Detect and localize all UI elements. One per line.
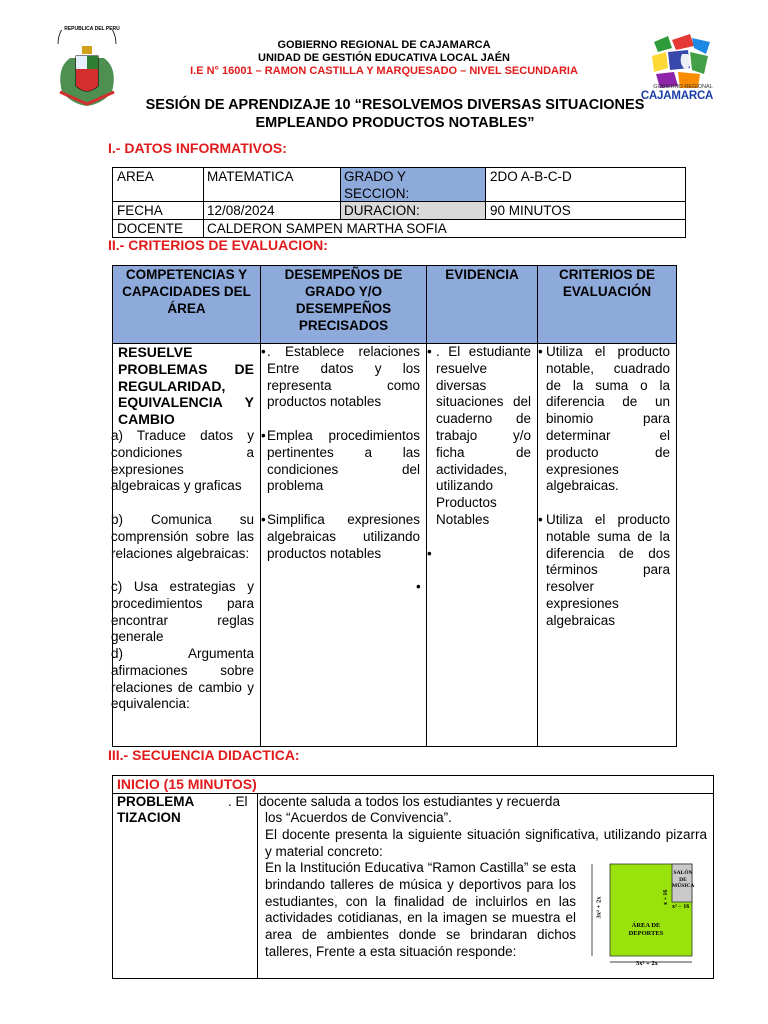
evidencia-text: . El estudiante resuelve diversas situaciones del cuaderno de trabajo y/o ficha de actividades, utilizando Productos Notables bbox=[436, 344, 531, 527]
grado-value: 2DO A-B-C-D bbox=[490, 169, 572, 184]
dim-inner-label: x² − 16 bbox=[672, 904, 690, 910]
desempeno-2-text: Emplea procedimientos pertinentes a las condiciones del problema bbox=[267, 428, 420, 494]
inicio-label: INICIO (15 MINUTOS) bbox=[117, 776, 257, 792]
cajamarca-logo-text-2: CAJAMARCA bbox=[640, 90, 714, 102]
bullet-icon: • bbox=[427, 344, 432, 359]
header-line-1: GOBIERNO REGIONAL DE CAJAMARCA bbox=[277, 39, 491, 51]
criterio-2 bbox=[538, 512, 670, 630]
area-value: MATEMATICA bbox=[207, 169, 294, 184]
header-criterios: CRITERIOS DE EVALUACIÓN bbox=[558, 267, 655, 299]
header-competencias: COMPETENCIAS Y CAPACIDADES DEL ÁREA bbox=[122, 267, 251, 316]
session-title-line-1: SESIÓN DE APRENDIZAJE 10 “RESOLVEMOS DIVERSAS SITUACIONES bbox=[145, 97, 645, 113]
docente-value: CALDERON SAMPEN MARTHA SOFIA bbox=[207, 221, 447, 236]
capacidad-a: a) Traduce datos y condiciones a expresiones algebraicas y graficas bbox=[111, 428, 254, 494]
desempeno-1-text: . Establece relaciones Entre datos y los representa como productos notables bbox=[267, 344, 420, 410]
ambientes-figure bbox=[586, 858, 710, 968]
capacidad-b: b) Comunica su comprensión sobre las relaciones algebraicas: bbox=[111, 512, 254, 561]
duracion-value: 90 MINUTOS bbox=[490, 203, 571, 218]
evidencia bbox=[427, 344, 531, 529]
fecha-label: FECHA bbox=[117, 203, 163, 218]
paragraph-1-line-2: los “Acuerdos de Convivencia”. bbox=[265, 810, 452, 825]
problema-label-2: TIZACION bbox=[117, 810, 181, 825]
bullet-icon: • bbox=[427, 546, 432, 561]
peru-logo-text: REPUBLICA DEL PERU bbox=[64, 26, 120, 32]
bullet-icon: • bbox=[261, 428, 266, 443]
fecha-value: 12/08/2024 bbox=[207, 203, 275, 218]
header-line-2: UNIDAD DE GESTIÓN EDUCATIVA LOCAL JAÉN bbox=[258, 52, 510, 64]
cajamarca-logo bbox=[648, 34, 718, 90]
problema-label-1: PROBLEMA bbox=[117, 794, 195, 809]
bullet-icon: • bbox=[538, 512, 543, 527]
header-desempenos: DESEMPEÑOS DE GRADO Y/O DESEMPEÑOS PRECISADOS bbox=[284, 267, 403, 333]
bullet-icon: • bbox=[261, 344, 266, 359]
desempeno-3-text: Simplifica expresiones algebraicas utilizando productos notables bbox=[267, 512, 420, 561]
section-criterios: II.- CRITERIOS DE EVALUACION: bbox=[108, 237, 328, 253]
section-datos-informativos: I.- DATOS INFORMATIVOS: bbox=[108, 140, 287, 156]
cajamarca-logo-text-1: GOBIERNO REGIONAL bbox=[653, 84, 713, 90]
dim-left-label: 3x² + 2x bbox=[595, 896, 603, 919]
grado-label: GRADO Y SECCION: bbox=[344, 169, 410, 201]
docente-label: DOCENTE bbox=[117, 221, 184, 236]
dim-top-label: x + 16 bbox=[663, 889, 669, 905]
desempeno-1 bbox=[261, 344, 420, 411]
header-line-3: I.E N° 16001 – RAMON CASTILLA Y MARQUESADO – NIVEL SECUNDARIA bbox=[190, 65, 578, 77]
section-secuencia: III.- SECUENCIA DIDACTICA: bbox=[108, 747, 300, 763]
criterio-1-text: Utiliza el producto notable, cuadrado de la suma o la diferencia de un binomio para determinar el producto de expresiones algebraicas. bbox=[546, 344, 670, 494]
bullet-icon: • bbox=[416, 579, 421, 594]
desempeno-3 bbox=[261, 512, 420, 562]
paragraph-2: El docente presenta la siguiente situación significativa, utilizando pizarra y material concreto: bbox=[265, 827, 707, 859]
area-deportes-label: ÁREA DE DEPORTES bbox=[628, 922, 664, 937]
area-label: AREA bbox=[117, 169, 154, 184]
capacidad-c: c) Usa estrategias y procedimientos para encontrar reglas generale bbox=[111, 579, 254, 645]
capacidad-d: d) Argumenta afirmaciones sobre relaciones de cambio y equivalencia: bbox=[111, 646, 254, 712]
desempeno-2 bbox=[261, 428, 420, 495]
competencia-title: RESUELVE PROBLEMAS DE REGULARIDAD, EQUIVALENCIA Y CAMBIO bbox=[118, 344, 254, 428]
paragraph-1-line-1: docente saluda a todos los estudiantes y recuerda bbox=[259, 794, 560, 809]
criterio-2-text: Utiliza el producto notable suma de la diferencia de dos términos para resolver expresiones algebraicas bbox=[546, 512, 670, 628]
duracion-label: DURACION: bbox=[344, 203, 420, 218]
dim-bottom-label: 3x² + 2x bbox=[636, 960, 658, 967]
header-evidencia: EVIDENCIA bbox=[445, 267, 519, 282]
criterio-1 bbox=[538, 344, 670, 495]
session-title-line-2: EMPLEANDO PRODUCTOS NOTABLES” bbox=[255, 115, 535, 131]
salon-musica-label: SALÓN DE MÚSICA bbox=[672, 870, 695, 889]
problema-dot: . El bbox=[228, 794, 248, 809]
paragraph-3: En la Institución Educativa “Ramon Castilla” se esta brindando talleres de música y deportivos para los estudiantes, con la finalidad de incluirlos en las actividades cotidianas, en la imagen se muestra el area de ambientes donde se brindaran dichos talleres, Frente a esta situación responde: bbox=[265, 860, 576, 959]
bullet-icon: • bbox=[261, 512, 266, 527]
bullet-icon: • bbox=[538, 344, 543, 359]
